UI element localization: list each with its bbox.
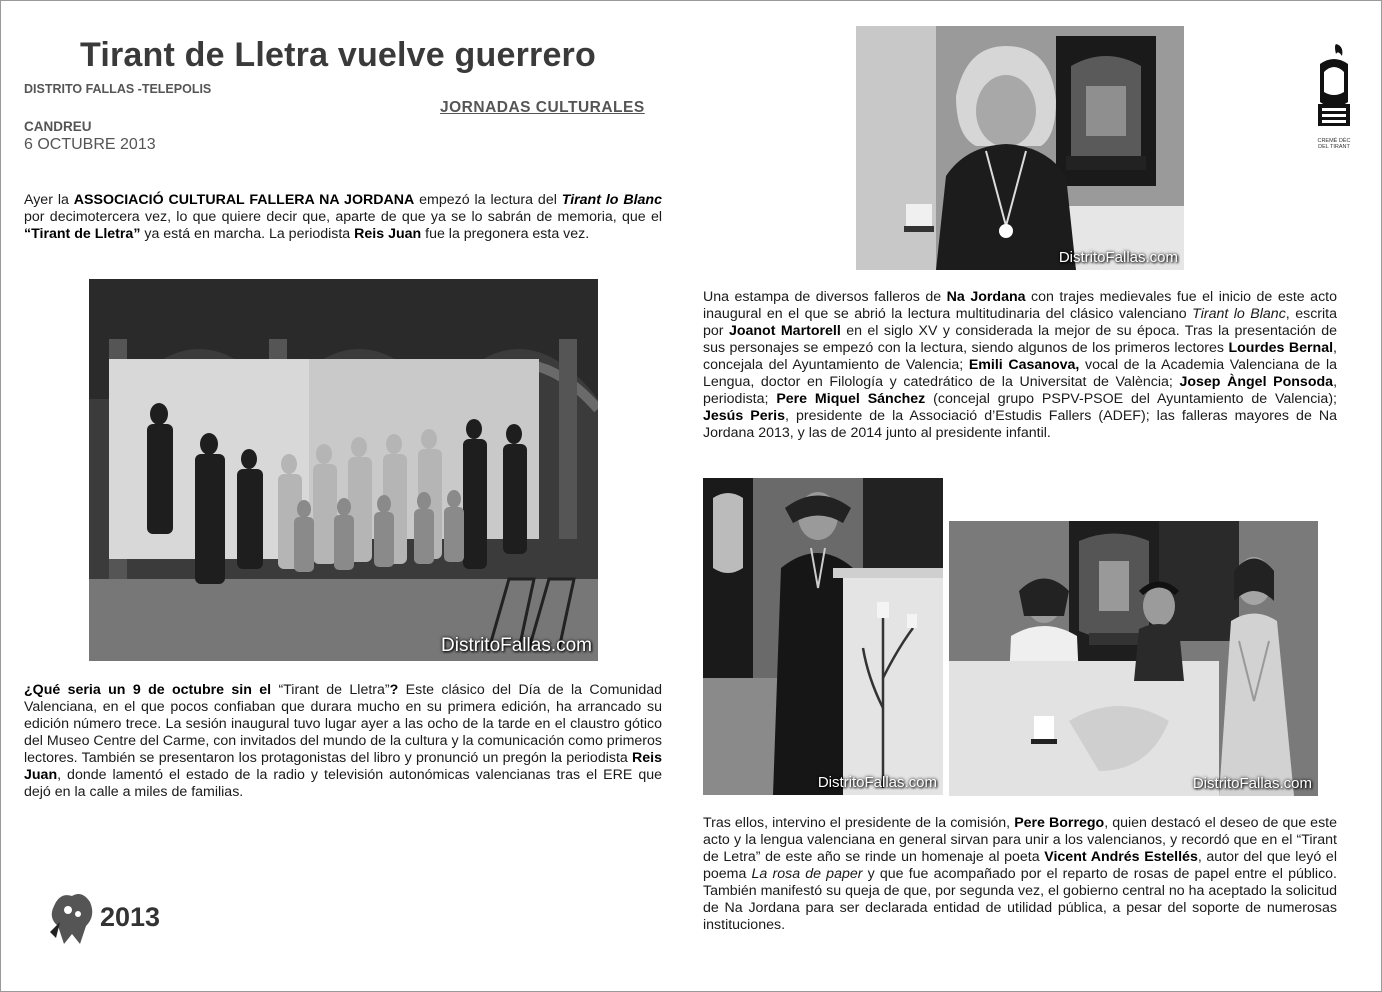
text-run: vocal de la Academia Valenciana de la Lengua, doctor en Filología y catedrático de la Universitat de València;: [703, 357, 1337, 390]
logo-caption: [1306, 138, 1362, 150]
photo-reader-lectern: [703, 478, 943, 795]
watermark-speaker-photo: DistritoFallas.com: [1058, 249, 1178, 266]
text-run: con trajes medievales fue el inicio de este acto inaugural en el que se abrió la lectura multitudinaria del clásico valenciano: [703, 289, 1337, 322]
article-date: 6 OCTUBRE 2013: [24, 136, 156, 153]
text-run: , periodista;: [703, 374, 1338, 407]
watermark-trio-photo: DistritoFallas.com: [1192, 775, 1312, 792]
na-jordana-emblem-icon: [46, 886, 98, 948]
text-run: empezó la lectura del: [414, 192, 562, 208]
text-run: , donde lamentó el estado de la radio y televisión autonómicas valencianas tras el ERE que dejó en la calle a miles de familias.: [24, 767, 662, 800]
photo-group-costumes: [89, 279, 598, 661]
text-run: Este clásico del Día de la Comunidad Valenciana, en el que pocos confiaban que durara mucho en su primera edición, ha arrancado su edición número trece. La sesión inaugural tuvo lugar ayer a las ocho de la tarde en el claustro gótico del Museo Centre del Carme, con invitados del mundo de la cultura y la comunicación como primeros lectores. También se presentaron los protagonistas del libro y pronunció un pregón la periodista: [24, 682, 662, 766]
logo-caption-line1: CREMÉ DÈC: [1317, 138, 1351, 144]
article-source: DISTRITO FALLAS -TELEPOLIS: [24, 82, 212, 96]
footer-year: 2013: [100, 902, 161, 932]
text-run: ya está en marcha. La periodista: [140, 226, 355, 242]
text-run: , escrita por: [703, 306, 1337, 339]
paragraph-intro: [24, 192, 662, 243]
text-run: Tras ellos, intervino el presidente de la comisión,: [703, 815, 1015, 831]
text-run: , quien destacó el deseo de que este acto y la lengua valenciana en general sirvan para unir a los valencianos, y recordó que en el “Tirant de Letra” de este año se rinde un homenaje al poeta: [703, 815, 1337, 865]
text-run: ¿Qué seria un 9 de octubre sin el: [24, 682, 279, 698]
text-run: fue la pregonera esta vez.: [421, 226, 590, 242]
text-run: ?: [389, 682, 399, 698]
text-run: , autor del que leyó el poema: [703, 849, 1337, 882]
photo-falleras-trio: [949, 521, 1318, 796]
text-run: Na Jordana: [946, 289, 1026, 305]
text-run: Reis Juan: [24, 750, 662, 783]
article-author: CANDREU: [24, 119, 92, 134]
watermark-group-photo: DistritoFallas.com: [441, 635, 592, 656]
text-run: , presidente de la Associació d’Estudis Fallers (ADEF); las falleras mayores de Na Jordana 2013, y las de 2014 junto al presidente infantil.: [703, 408, 1338, 441]
text-run: en el siglo XV y considerada la mejor de su época. Tras la presentación de sus personajes se empezó con la lectura, siendo algunos de los primeros lectores: [703, 323, 1337, 356]
watermark-reader-photo: DistritoFallas.com: [817, 774, 937, 791]
text-run: Pere Borrego: [1014, 815, 1105, 831]
text-run: Emili Casanova,: [968, 357, 1080, 373]
paragraph-pere-borrego: [703, 815, 1337, 934]
text-run: Tirant lo Blanc: [1192, 306, 1286, 322]
text-run: La rosa de paper: [751, 866, 863, 882]
text-run: Ayer la: [24, 192, 74, 208]
paragraph-nine-october: [24, 682, 662, 801]
text-run: Josep Àngel Ponsoda: [1179, 374, 1334, 390]
text-run: por decimotercera vez, lo que quiere decir que, aparte de que ya se lo sabrán de memoria, que el: [24, 209, 662, 225]
paragraph-medieval-costumes: [703, 289, 1337, 442]
text-run: Vicent Andrés Estellés: [1044, 849, 1198, 865]
article-title: Tirant de Lletra vuelve guerrero: [80, 36, 596, 74]
text-run: Jesús Peris: [703, 408, 785, 424]
text-run: Pere Miquel Sánchez: [776, 391, 926, 407]
text-run: “Tirant de Lletra”: [278, 682, 390, 698]
logo-caption-line2: DEL TIRANT: [1318, 144, 1350, 150]
photo-speaker-reis-juan: [856, 26, 1184, 270]
text-run: Una estampa de diversos falleros de: [703, 289, 947, 305]
text-run: , concejala del Ayuntamiento de Valencia;: [703, 340, 1337, 373]
text-run: y que fue acompañado por el reparto de rosas de papel entre el público. También manifestó su queja de que, por segunda vez, el gobierno central no ha aceptado la solicitud de Na Jordana para ser declarada entidad de utilidad pública, a pesar del soporte de numerosas instituciones.: [703, 866, 1337, 933]
text-run: Reis Juan: [354, 226, 422, 242]
text-run: Lourdes Bernal: [1228, 340, 1334, 356]
text-run: “Tirant de Lletra”: [24, 226, 141, 242]
section-label: JORNADAS CULTURALES: [440, 99, 645, 116]
text-run: ASSOCIACIÓ CULTURAL FALLERA NA JORDANA: [73, 192, 415, 208]
text-run: Tirant lo Blanc: [561, 192, 662, 208]
text-run: Joanot Martorell: [728, 323, 841, 339]
text-run: (concejal grupo PSPV-PSOE del Ayuntamiento de Valencia);: [925, 391, 1337, 407]
